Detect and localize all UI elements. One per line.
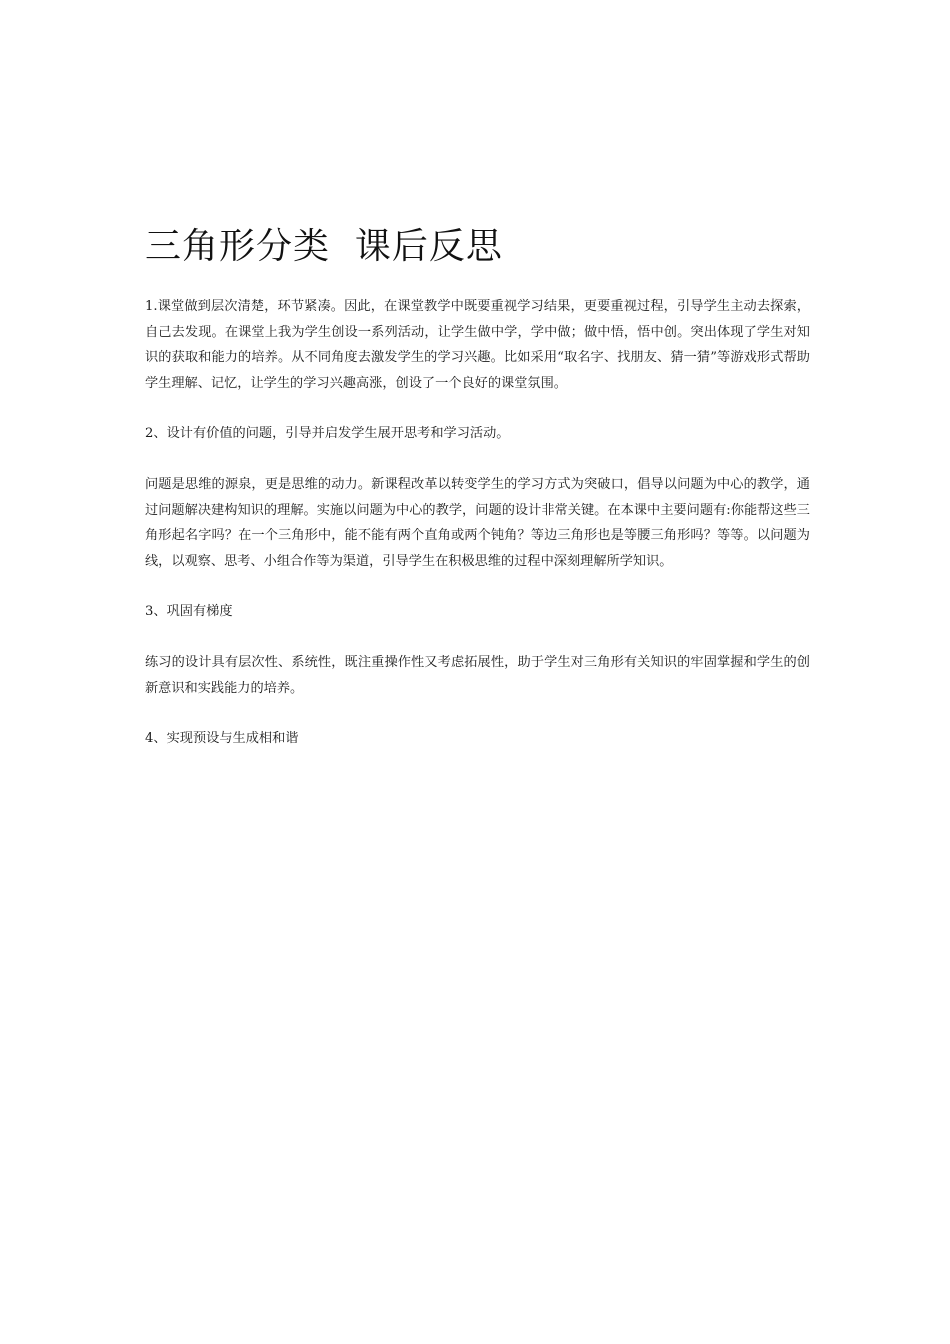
paragraph-3: 问题是思维的源泉，更是思维的动力。新课程改革以转变学生的学习方式为突破口，倡导以问题为中心的教学，通过问题解决建构知识的理解。实施以问题为中心的教学，问题的设计非常关键。在本课中主要问题有:你能帮这些三角形起名字吗？在一个三角形中，能不能有两个直角或两个钝角？等边三角形也是等腰三角形吗？等等。以问题为线，以观察、思考、小组合作等为渠道，引导学生在积极思维的过程中深刻理解所学知识。 [145,476,810,569]
paragraph-5: 练习的设计具有层次性、系统性，既注重操作性又考虑拓展性，助于学生对三角形有关知识的牢固掌握和学生的创新意识和实践能力的培养。 [145,654,810,696]
paragraph-2: 2、设计有价值的问题，引导并启发学生展开思考和学习活动。 [145,426,510,442]
document-title: 三角形分类 课后反思 [145,226,503,267]
document-body [145,222,810,777]
paragraph-4: 3、巩固有梯度 [145,604,233,620]
paragraph-6: 4、实现预设与生成相和谐 [145,731,299,747]
paragraph-1: 1.课堂做到层次清楚，环节紧凑。因此，在课堂教学中既要重视学习结果，更要重视过程，引导学生主动去探索，自己去发现。在课堂上我为学生创设一系列活动，让学生做中学，学中做；做中悟，悟中创。突出体现了学生对知识的获取和能力的培养。从不同角度去激发学生的学习兴趣。比如采用“取名字、找朋友、猜一猜”等游戏形式帮助学生理解、记忆，让学生的学习兴趣高涨，创设了一个良好的课堂氛围。 [145,299,810,391]
